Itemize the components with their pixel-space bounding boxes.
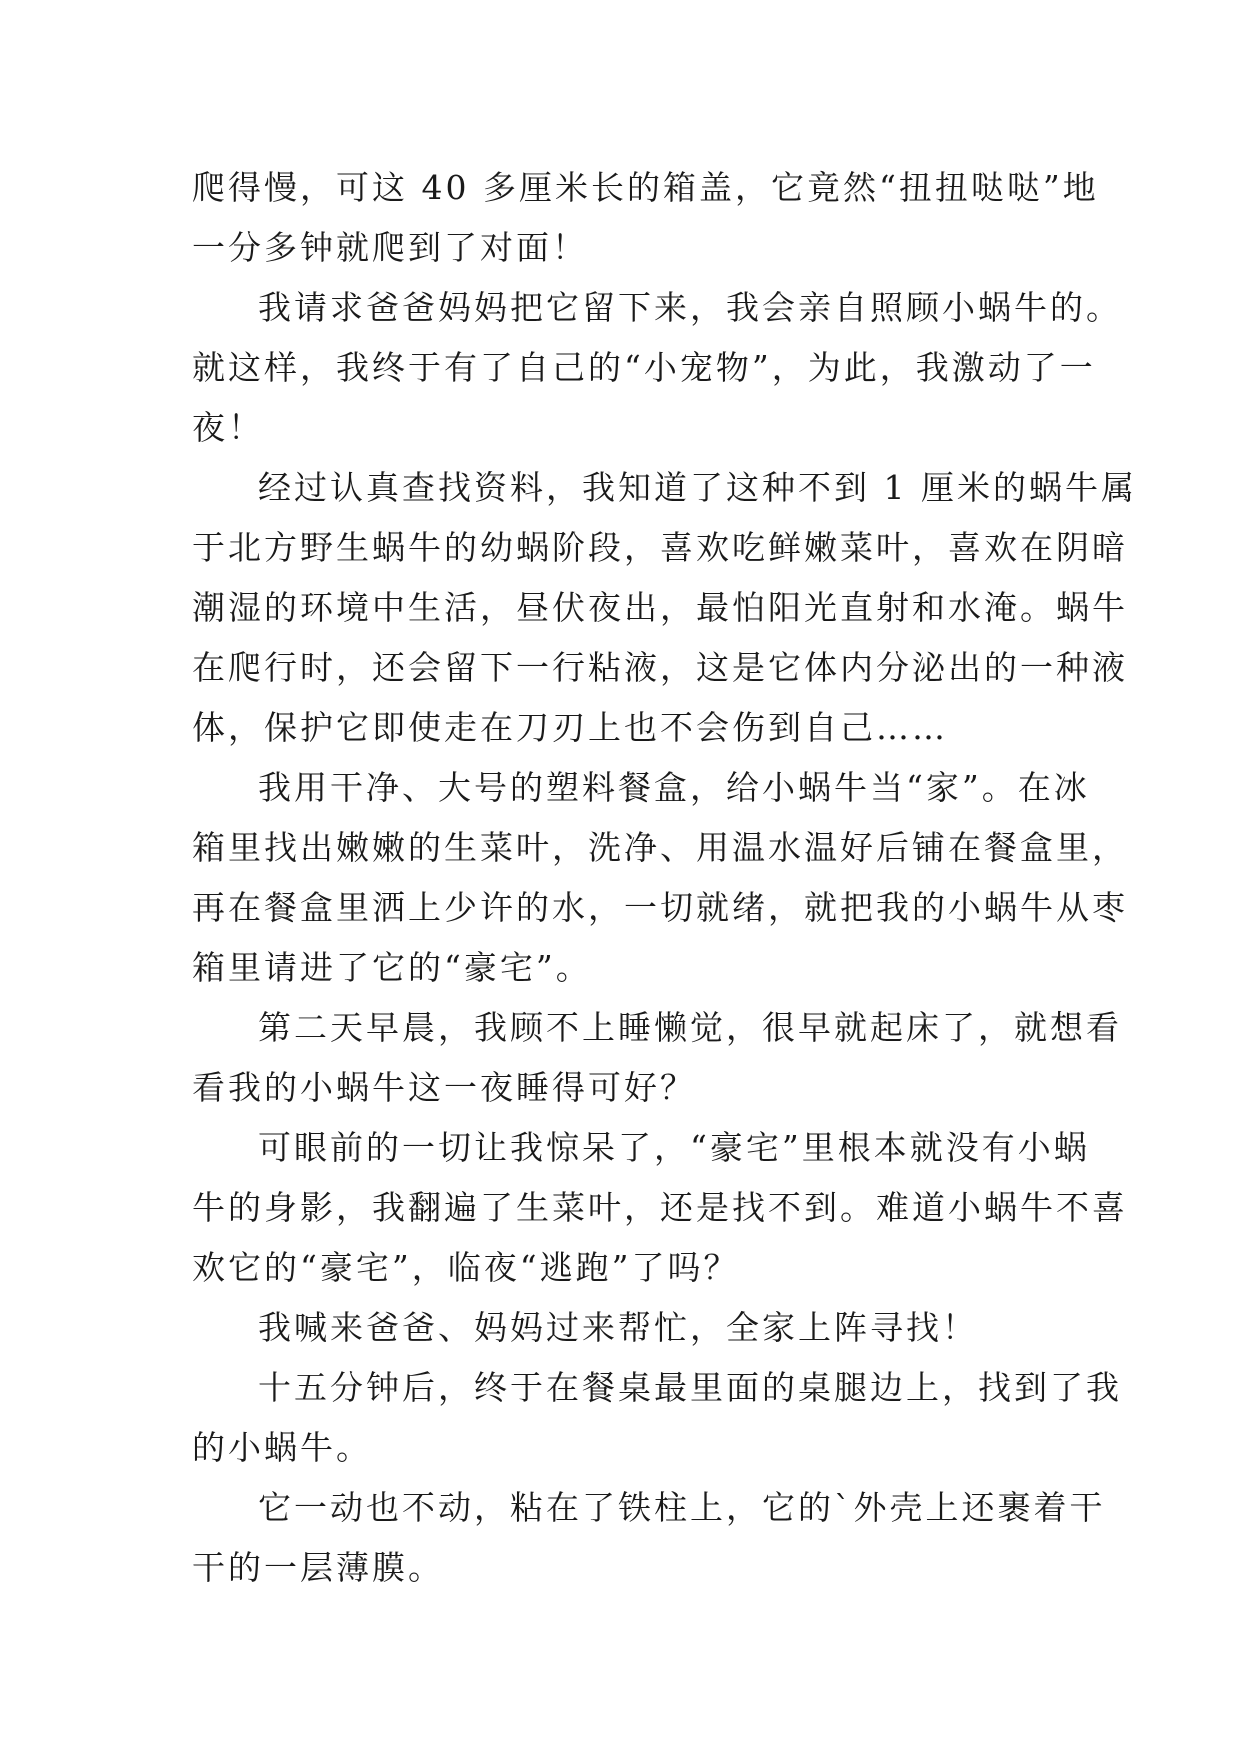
paragraph-start-line: 第二天早晨，我顾不上睡懒觉，很早就起床了，就想看	[258, 1008, 1122, 1047]
paragraph-start-line: 它一动也不动，粘在了铁柱上，它的`外壳上还裹着干	[258, 1488, 1106, 1527]
paragraph-start-line: 我喊来爸爸、妈妈过来帮忙，全家上阵寻找！	[258, 1308, 978, 1347]
text-line: 在爬行时，还会留下一行粘液，这是它体内分泌出的一种液	[192, 648, 1128, 687]
paragraph-start-line: 可眼前的一切让我惊呆了，“豪宅”里根本就没有小蜗	[258, 1128, 1090, 1167]
text-line: 一分多钟就爬到了对面！	[192, 228, 588, 267]
text-line: 干的一层薄膜。	[192, 1548, 444, 1587]
text-line: 再在餐盒里洒上少许的水，一切就绪，就把我的小蜗牛从枣	[192, 888, 1128, 927]
paragraph-start-line: 十五分钟后，终于在餐桌最里面的桌腿边上，找到了我	[258, 1368, 1122, 1407]
text-line: 看我的小蜗牛这一夜睡得可好？	[192, 1068, 696, 1107]
text-line: 潮湿的环境中生活，昼伏夜出，最怕阳光直射和水淹。蜗牛	[192, 588, 1128, 627]
text-line: 箱里找出嫩嫩的生菜叶，洗净、用温水温好后铺在餐盒里，	[192, 828, 1128, 867]
text-line: 牛的身影，我翻遍了生菜叶，还是找不到。难道小蜗牛不喜	[192, 1188, 1128, 1227]
text-line: 欢它的“豪宅”，临夜“逃跑”了吗？	[192, 1248, 740, 1287]
text-line: 箱里请进了它的“豪宅”。	[192, 948, 592, 987]
text-line: 就这样，我终于有了自己的“小宠物”，为此，我激动了一	[192, 348, 1096, 387]
paragraph-start-line: 我用干净、大号的塑料餐盒，给小蜗牛当“家”。在冰	[258, 768, 1090, 807]
text-line: 爬得慢，可这 40 多厘米长的箱盖，它竟然“扭扭哒哒”地	[192, 168, 1099, 207]
paragraph-start-line: 经过认真查找资料，我知道了这种不到 1 厘米的蜗牛属	[258, 468, 1137, 507]
text-line: 的小蜗牛。	[192, 1428, 372, 1467]
text-line: 夜！	[192, 408, 264, 447]
text-line: 于北方野生蜗牛的幼蜗阶段，喜欢吃鲜嫩菜叶，喜欢在阴暗	[192, 528, 1128, 567]
paragraph-start-line: 我请求爸爸妈妈把它留下来，我会亲自照顾小蜗牛的。	[258, 288, 1122, 327]
text-line: 体，保护它即使走在刀刃上也不会伤到自己……	[192, 708, 948, 747]
